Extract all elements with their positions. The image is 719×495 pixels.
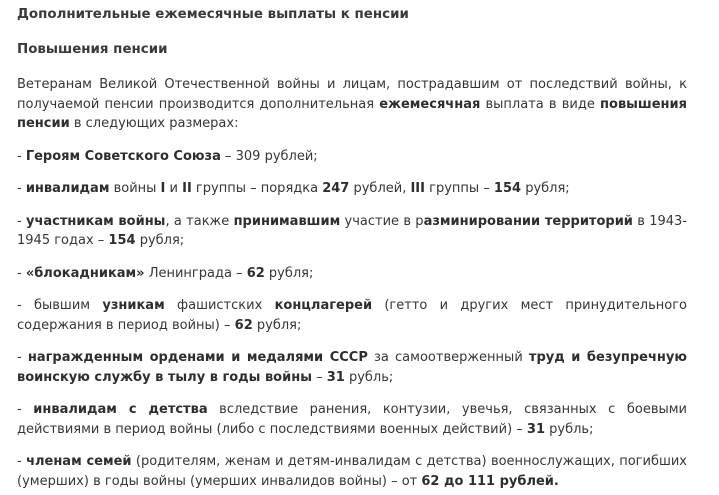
item-text: вследствие ранения, контузии, увечья, связанных с боевыми действиями в период войны (либо с последствиями военных действий) –: [17, 402, 688, 437]
item-text: рублей,: [349, 181, 411, 196]
item-bold-text: «блокадникам»: [25, 265, 145, 281]
item-text: -: [17, 350, 28, 365]
section-subtitle: Повышения пенсии: [17, 42, 168, 57]
item-text: войны: [109, 181, 161, 196]
list-item-blockade: [17, 264, 687, 284]
item-bold-text: труд и безупречную воинскую службу в тылу в годы войны: [17, 350, 687, 385]
list-item-war-participants: [17, 212, 687, 251]
list-item-childhood-disabled: [17, 400, 687, 439]
item-bold-text: 31: [526, 421, 545, 437]
item-text: фашистских: [164, 298, 275, 313]
item-bold-text: 31: [326, 369, 345, 385]
item-bold-text: узникам: [102, 298, 165, 313]
item-text: рубля;: [264, 265, 314, 281]
item-text: -: [17, 402, 34, 417]
item-text: -: [17, 213, 26, 229]
item-text: рубль;: [344, 369, 394, 385]
item-bold-text: награжденным орденами и медалями СССР: [27, 350, 368, 365]
item-bold-text: членам семей: [26, 454, 132, 469]
item-text: участие в р: [340, 213, 424, 229]
intro-text: выплата в виде: [480, 96, 601, 112]
item-bold-text: 154: [108, 233, 136, 248]
list-item-awarded: [17, 348, 687, 387]
intro-bold-text: повышения пенсии: [17, 96, 687, 131]
item-bold-text: Героям Советского Союза: [25, 148, 221, 164]
item-text: – 309 рублей;: [220, 148, 318, 164]
intro-paragraph: [17, 75, 687, 134]
item-bold-text: концлагерей: [274, 298, 373, 313]
item-text: рубль;: [545, 421, 594, 437]
item-bold-text: 247: [322, 181, 350, 196]
intro-text: в следующих размерах:: [69, 116, 239, 131]
item-bold-text: принимавшим: [233, 213, 341, 229]
item-text: (гетто и других мест принудительного содержания в период войны) –: [17, 298, 687, 333]
item-bold-text: 62 до 111 рублей.: [421, 473, 559, 489]
item-text: рубля;: [135, 233, 185, 248]
item-text: - бывшим: [17, 298, 103, 313]
item-text: и: [165, 181, 183, 196]
item-text: (родителям, женам и детям-инвалидам с детства) военнослужащих, погибших (умерших) в годы войны (умерших инвалидов войны) – от: [17, 454, 688, 489]
item-bold-text: 62: [246, 265, 265, 281]
item-text: Ленинграда –: [144, 265, 247, 281]
item-bold-text: инвалидам: [25, 181, 110, 196]
item-bold-text: участникам войны: [26, 213, 166, 229]
intro-bold-text: ежемесячная: [379, 96, 481, 112]
item-text: за самоотверженный: [367, 350, 529, 365]
item-bold-text: 62: [234, 317, 253, 333]
item-text: -: [17, 265, 26, 281]
item-text: группы –: [424, 181, 494, 196]
item-text: в 1943-1945 годах –: [17, 213, 687, 248]
list-item-family-members: [17, 452, 687, 491]
item-bold-text: I: [160, 181, 166, 196]
item-text: рубля;: [252, 317, 302, 333]
item-bold-text: II: [182, 181, 192, 196]
item-bold-text: 154: [493, 181, 522, 196]
item-text: группы – порядка: [191, 181, 323, 196]
item-bold-text: инвалидам с детства: [33, 402, 208, 417]
item-bold-text: III: [410, 181, 425, 196]
intro-text: Ветеранам Великой Отечественной войны и лицам, пострадавшим от последствий войны, к получаемой пенсии производится дополнительная: [17, 77, 687, 112]
list-item-prisoners: [17, 296, 687, 335]
item-text: рубля;: [521, 181, 570, 196]
item-text: –: [311, 369, 327, 385]
item-text: -: [17, 181, 26, 196]
item-bold-text: азминировании территорий: [423, 213, 633, 229]
item-text: , а также: [165, 213, 234, 229]
item-text: -: [17, 454, 27, 469]
page-title: Дополнительные ежемесячные выплаты к пенсии: [17, 7, 409, 22]
list-item-heroes: [17, 147, 687, 167]
list-item-disabled-veterans: [17, 179, 687, 199]
item-text: -: [17, 148, 26, 164]
